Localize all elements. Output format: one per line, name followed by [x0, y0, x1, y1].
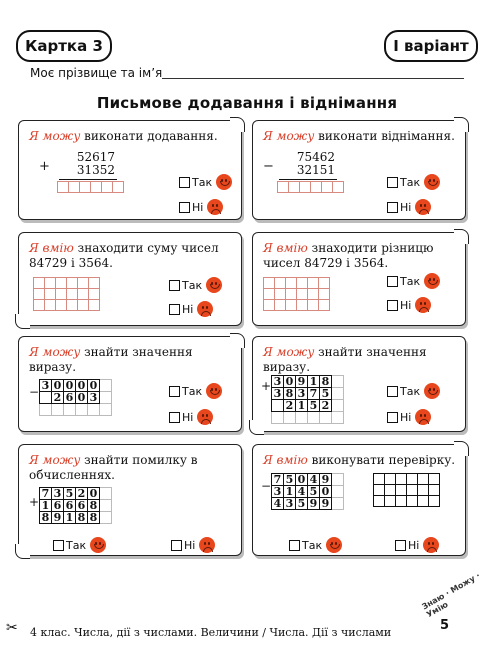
card-find-difference [252, 232, 466, 326]
card-task: знайти помилку в [84, 453, 198, 467]
checkbox-no [169, 304, 180, 315]
option-yes[interactable]: Так [387, 383, 440, 399]
checkbox-no [395, 540, 406, 551]
checkbox-no [387, 412, 398, 423]
happy-face-icon [326, 537, 342, 553]
card-skill: Я вмію [263, 241, 308, 255]
stamp-logo: Знаю · Можу · Умію [420, 570, 482, 620]
expression-grid: 7 5 0 4 9 3 1 4 5 0 4 3 5 9 9 [271, 473, 344, 510]
happy-face-icon [424, 383, 440, 399]
answer-grid[interactable] [57, 181, 124, 193]
card-task: виконати додавання. [84, 129, 218, 143]
checkbox-yes [289, 540, 300, 551]
checkbox-yes [387, 177, 398, 188]
card-skill: Я вмію [29, 241, 74, 255]
sad-face-icon [415, 199, 431, 215]
addend-1: 52617 [76, 150, 115, 164]
check-grid[interactable] [373, 473, 440, 507]
answer-grid[interactable] [263, 277, 330, 311]
card-task: знаходити різницю [311, 241, 434, 255]
plus-sign: + [261, 379, 272, 393]
minus-sign: − [263, 159, 274, 174]
sad-face-icon [415, 297, 431, 313]
plus-sign: + [29, 495, 40, 509]
card-expression-1 [18, 336, 242, 432]
card-task-line2: чисел 84729 і 3564. [263, 256, 389, 270]
answer-grid[interactable] [277, 181, 344, 193]
option-no[interactable]: Ні [169, 301, 213, 317]
checkbox-yes [179, 177, 190, 188]
checkbox-no [387, 202, 398, 213]
option-yes[interactable]: Так [169, 277, 222, 293]
option-no[interactable]: Ні [171, 537, 215, 553]
checkbox-yes [169, 386, 180, 397]
option-no[interactable]: Ні [387, 409, 431, 425]
option-yes[interactable]: Так [53, 537, 106, 553]
card-task: виконати віднімання. [318, 129, 455, 143]
checkbox-yes [169, 280, 180, 291]
option-yes[interactable]: Так [289, 537, 342, 553]
sad-face-icon [197, 301, 213, 317]
page-title: Письмове додавання і віднімання [96, 94, 398, 112]
expression-grid: 7 3 5 2 0 1 6 6 6 8 8 9 1 8 8 [39, 487, 112, 524]
card-skill: Я можу [263, 345, 315, 359]
variant-badge: І варіант [384, 30, 478, 62]
option-no[interactable]: Ні [387, 199, 431, 215]
option-no[interactable]: Ні [387, 297, 431, 313]
card-skill: Я вмію [263, 453, 308, 467]
name-label: Моє прізвище та ім’я [30, 66, 163, 80]
card-expression-2 [252, 336, 466, 432]
subtrahend: 32151 [296, 163, 335, 177]
card-task: знайти значення [318, 345, 427, 359]
checkbox-yes [387, 386, 398, 397]
happy-face-icon [216, 174, 232, 190]
card-check [252, 444, 466, 556]
checkbox-yes [53, 540, 64, 551]
card-task: знайти значення [84, 345, 193, 359]
card-find-error [18, 444, 242, 556]
checkbox-no [387, 300, 398, 311]
card-addition [18, 120, 242, 220]
checkbox-no [179, 202, 190, 213]
sad-face-icon [415, 409, 431, 425]
card-subtraction [252, 120, 466, 220]
option-no[interactable]: Ні [169, 409, 213, 425]
minus-sign: − [29, 385, 40, 399]
sad-face-icon [197, 409, 213, 425]
option-yes[interactable]: Так [179, 174, 232, 190]
minus-sign: − [261, 479, 272, 493]
happy-face-icon [90, 537, 106, 553]
expression-grid: 3 0 0 0 0 2 6 0 3 [39, 379, 112, 416]
option-yes[interactable]: Так [387, 273, 440, 289]
option-no[interactable]: Ні [395, 537, 439, 553]
card-task: знаходити суму чисел [77, 241, 219, 255]
plus-sign: + [39, 159, 50, 174]
sad-face-icon [207, 199, 223, 215]
sad-face-icon [423, 537, 439, 553]
card-task-line2: 84729 і 3564. [29, 256, 113, 270]
happy-face-icon [206, 383, 222, 399]
card-find-sum [18, 232, 242, 326]
minuend: 75462 [296, 150, 335, 164]
option-yes[interactable]: Так [169, 383, 222, 399]
option-yes[interactable]: Так [387, 174, 440, 190]
checkbox-no [171, 540, 182, 551]
happy-face-icon [424, 174, 440, 190]
sad-face-icon [199, 537, 215, 553]
footer-text: 4 клас. Числа, дії з числами. Величини / Числа. Дії з числами [30, 626, 392, 639]
answer-grid[interactable] [33, 277, 100, 311]
checkbox-no [169, 412, 180, 423]
card-number-badge: Картка 3 [16, 30, 112, 62]
page-number: 5 [440, 618, 450, 633]
name-field[interactable] [162, 78, 464, 79]
scissors-icon: ✂ [6, 620, 18, 636]
addend-2: 31352 [76, 163, 115, 177]
card-skill: Я можу [29, 453, 81, 467]
card-skill: Я можу [29, 345, 81, 359]
card-task-line2: обчисленнях. [29, 468, 115, 482]
expression-grid: 3 0 9 1 8 3 8 3 7 5 2 1 5 2 [271, 375, 344, 424]
happy-face-icon [206, 277, 222, 293]
option-no[interactable]: Ні [179, 199, 223, 215]
card-task: виконувати перевірку. [311, 453, 456, 467]
card-task-line2: виразу. [263, 360, 311, 374]
card-skill: Я можу [29, 129, 81, 143]
checkbox-yes [387, 276, 398, 287]
card-task-line2: виразу. [29, 360, 77, 374]
happy-face-icon [424, 273, 440, 289]
card-skill: Я можу [263, 129, 315, 143]
